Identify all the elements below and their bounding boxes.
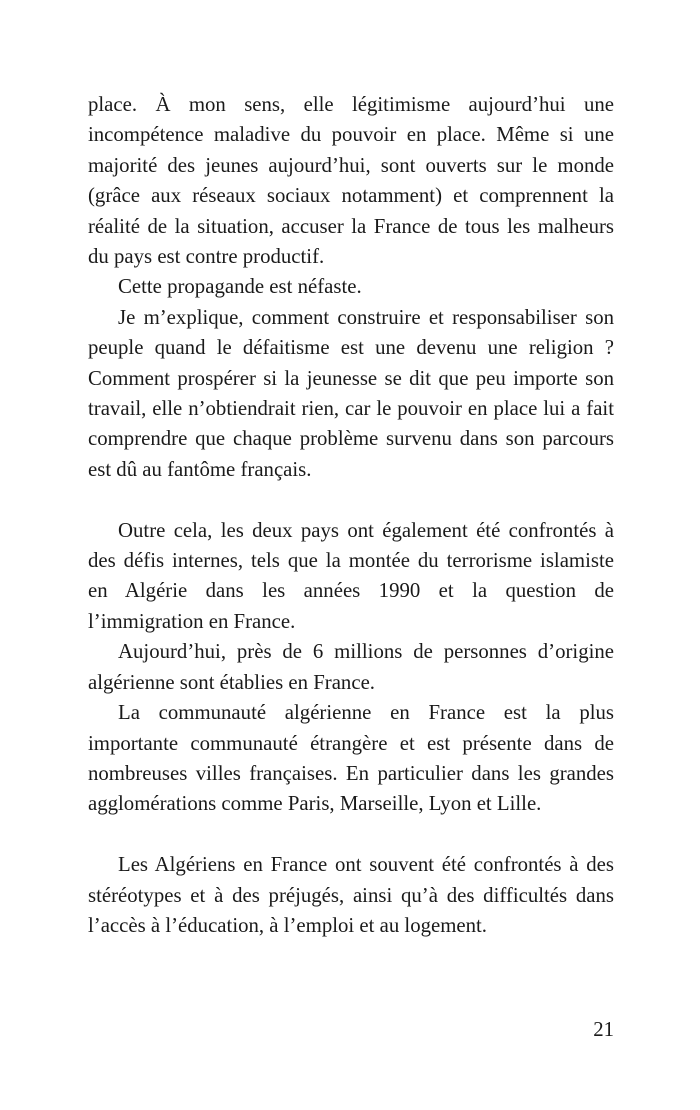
paragraph-stereotypes: Les Algériens en France ont souvent été confrontés à des stéréotypes et à des préjugés, ainsi qu’à des difficultés dans l’accès à l’éducation, à l’emploi et au logement.: [88, 853, 614, 937]
paragraph-propaganda: Cette propagande est néfaste.: [118, 275, 362, 299]
paragraph-algerian-population: Aujourd’hui, près de 6 millions de personnes d’origine algérienne sont établies en France.: [88, 640, 614, 694]
paragraph-algerian-community: La communauté algérienne en France est la plus importante communauté étrangère et est présente dans de nombreuses villes françaises. En particulier dans les grandes agglomérations comme Paris, Marseille, Lyon et Lille.: [88, 701, 614, 816]
paragraph-explanation: Je m’explique, comment construire et responsabiliser son peuple quand le défaitisme est une devenu une religion ? Comment prospérer si la jeunesse se dit que peu importe son travail, elle n’obtiendrait rien, car le pouvoir en place lui a fait comprendre que chaque problème survenu dans son parcours est dû au fantôme français.: [88, 305, 614, 481]
paragraph-internal-challenges: Outre cela, les deux pays ont également été confrontés à des défis internes, tels que la montée du terrorisme islamiste en Algérie dans les années 1990 et la question de l’immigration en France.: [88, 518, 614, 633]
page-body: [88, 90, 614, 941]
page-number: 21: [593, 1018, 614, 1041]
paragraph-continuation: place. À mon sens, elle légitimisme aujourd’hui une incompétence maladive du pouvoir en place. Même si une majorité des jeunes aujourd’hui, sont ouverts sur le monde (grâce aux réseaux sociaux notamment) et comprennent la réalité de la situation, accuser la France de tous les malheurs du pays est contre productif.: [88, 93, 614, 269]
